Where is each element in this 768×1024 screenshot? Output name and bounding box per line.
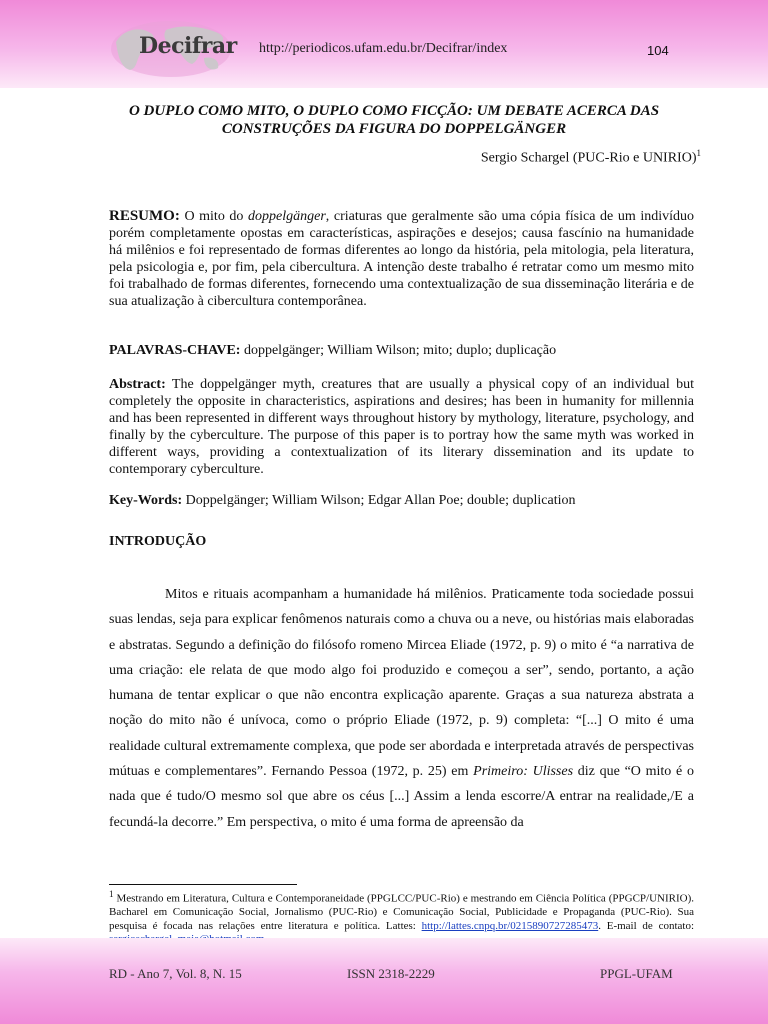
- page-number: 104: [647, 43, 669, 58]
- footer-issn: ISSN 2318-2229: [347, 966, 435, 981]
- abstract-paragraph: [109, 376, 694, 478]
- resumo-label: RESUMO:: [109, 208, 180, 224]
- introducao-heading: INTRODUÇÃO: [109, 534, 207, 549]
- footer-program: PPGL-UFAM: [600, 966, 673, 981]
- author-footnote-marker: 1: [696, 148, 701, 158]
- resumo-italic-term: doppelgänger: [248, 209, 326, 224]
- article-title-line-1: O DUPLO COMO MITO, O DUPLO COMO FICÇÃO: UM DEBATE ACERCA DAS: [128, 103, 660, 119]
- journal-url[interactable]: http://periodicos.ufam.edu.br/Decifrar/index: [259, 41, 508, 56]
- footnote-text: Mestrando em Literatura, Cultura e Contemporaneidade (PPGLCC/PUC-Rio) e mestrando em Ciência Política (PPGCP/UNIRIO). Bacharel em Comunicação Social, Jornalismo (PUC-Rio) e Comunicação Social, Publicidade e Propaganda (PUC-Rio). Sua pesquisa é focada nas relações entre literatura e política. Lattes:: [109, 892, 694, 932]
- introducao-body: [109, 582, 694, 835]
- footnote-marker: 1: [109, 889, 114, 899]
- author-name: Sergio Schargel (PUC-Rio e UNIRIO): [480, 150, 697, 166]
- journal-logo-text: Decifrar: [139, 33, 237, 59]
- footnote-divider: [109, 884, 297, 885]
- palavras-chave-text: doppelgänger; William Wilson; mito; duplo; duplicação: [240, 343, 557, 358]
- introducao-italic-title: Primeiro: Ulisses: [473, 764, 574, 780]
- footer-issue: RD - Ano 7, Vol. 8, N. 15: [109, 966, 242, 981]
- keywords-label: Key-Words:: [109, 493, 183, 508]
- introducao-text-a: Mitos e rituais acompanham a humanidade há milênios. Praticamente toda sociedade possui suas lendas, seja para explicar fenômenos naturais como a chuva ou a neve, ou histórias mais elaboradas e abstratas. Segundo a definição do filósofo romeno Mircea Eliade (1972, p. 9) o mito é “a narrativa de uma criação: ele relata de que modo algo foi produzido e começou a ser”, sendo, portanto, a ação humana de tentar explicar o que não encontra explicação aparente. Graças a sua natureza abstrata a noção do mito não é unívoca, como o próprio Eliade (1972, p. 9) completa: “[...] O mito é uma realidade cultural extremamente complexa, que pode ser abordada e interpretada através de perspectivas mútuas e complementares”. Fernando Pessoa (1972, p. 25) em: [109, 587, 694, 780]
- author-line: [481, 148, 701, 167]
- keywords-paragraph: [109, 492, 694, 509]
- resumo-paragraph: [109, 208, 694, 310]
- abstract-label: Abstract:: [109, 377, 166, 392]
- introducao-text-b: diz que “O mito é o nada que é tudo/O mesmo sol que abre os céus [...] Assim a lenda escorre/A entrar na realidade,/E a fecundá-la decorre.” Em perspectiva, o mito é uma forma de apreensão da: [109, 764, 694, 830]
- palavras-chave-label: PALAVRAS-CHAVE:: [109, 343, 241, 358]
- article-title: [100, 102, 688, 138]
- article-title-line-2: CONSTRUÇÕES DA FIGURA DO DOPPELGÄNGER: [221, 121, 567, 137]
- palavras-chave-paragraph: [109, 342, 694, 359]
- resumo-text-a: O mito do: [179, 209, 249, 224]
- lattes-link[interactable]: http://lattes.cnpq.br/0215890727285473: [421, 919, 599, 932]
- abstract-text: The doppelgänger myth, creatures that are usually a physical copy of an individual but completely the opposite in characteristics, aspirations and desires; has been in humanity for millennia and has been represented in different ways throughout history by mythology, literature, psychology, and finally by the cyberculture. The purpose of this paper is to portray how the same myth was worked in different ways, providing a contextualization of its literary dissemination and its update to contemporary cyberculture.: [109, 377, 694, 477]
- keywords-text: Doppelgänger; William Wilson; Edgar Allan Poe; double; duplication: [182, 493, 576, 508]
- resumo-text-b: , criaturas que geralmente são uma cópia física de um indivíduo porém completamente opostas em características, aspirações e desejos; causa fascínio na humanidade há milênios e foi representado de formas diferentes ao longo da história, pela mitologia, pela literatura, pela psicologia e, por fim, pela cibercultura. A intenção deste trabalho é retratar como um mesmo mito foi trabalhado de formas diferentes, fornecendo uma contextualização de sua disseminação literária e de sua atualização à cibercultura contemporânea.: [109, 209, 694, 309]
- footnote-email-label: . E-mail de contato:: [598, 919, 694, 932]
